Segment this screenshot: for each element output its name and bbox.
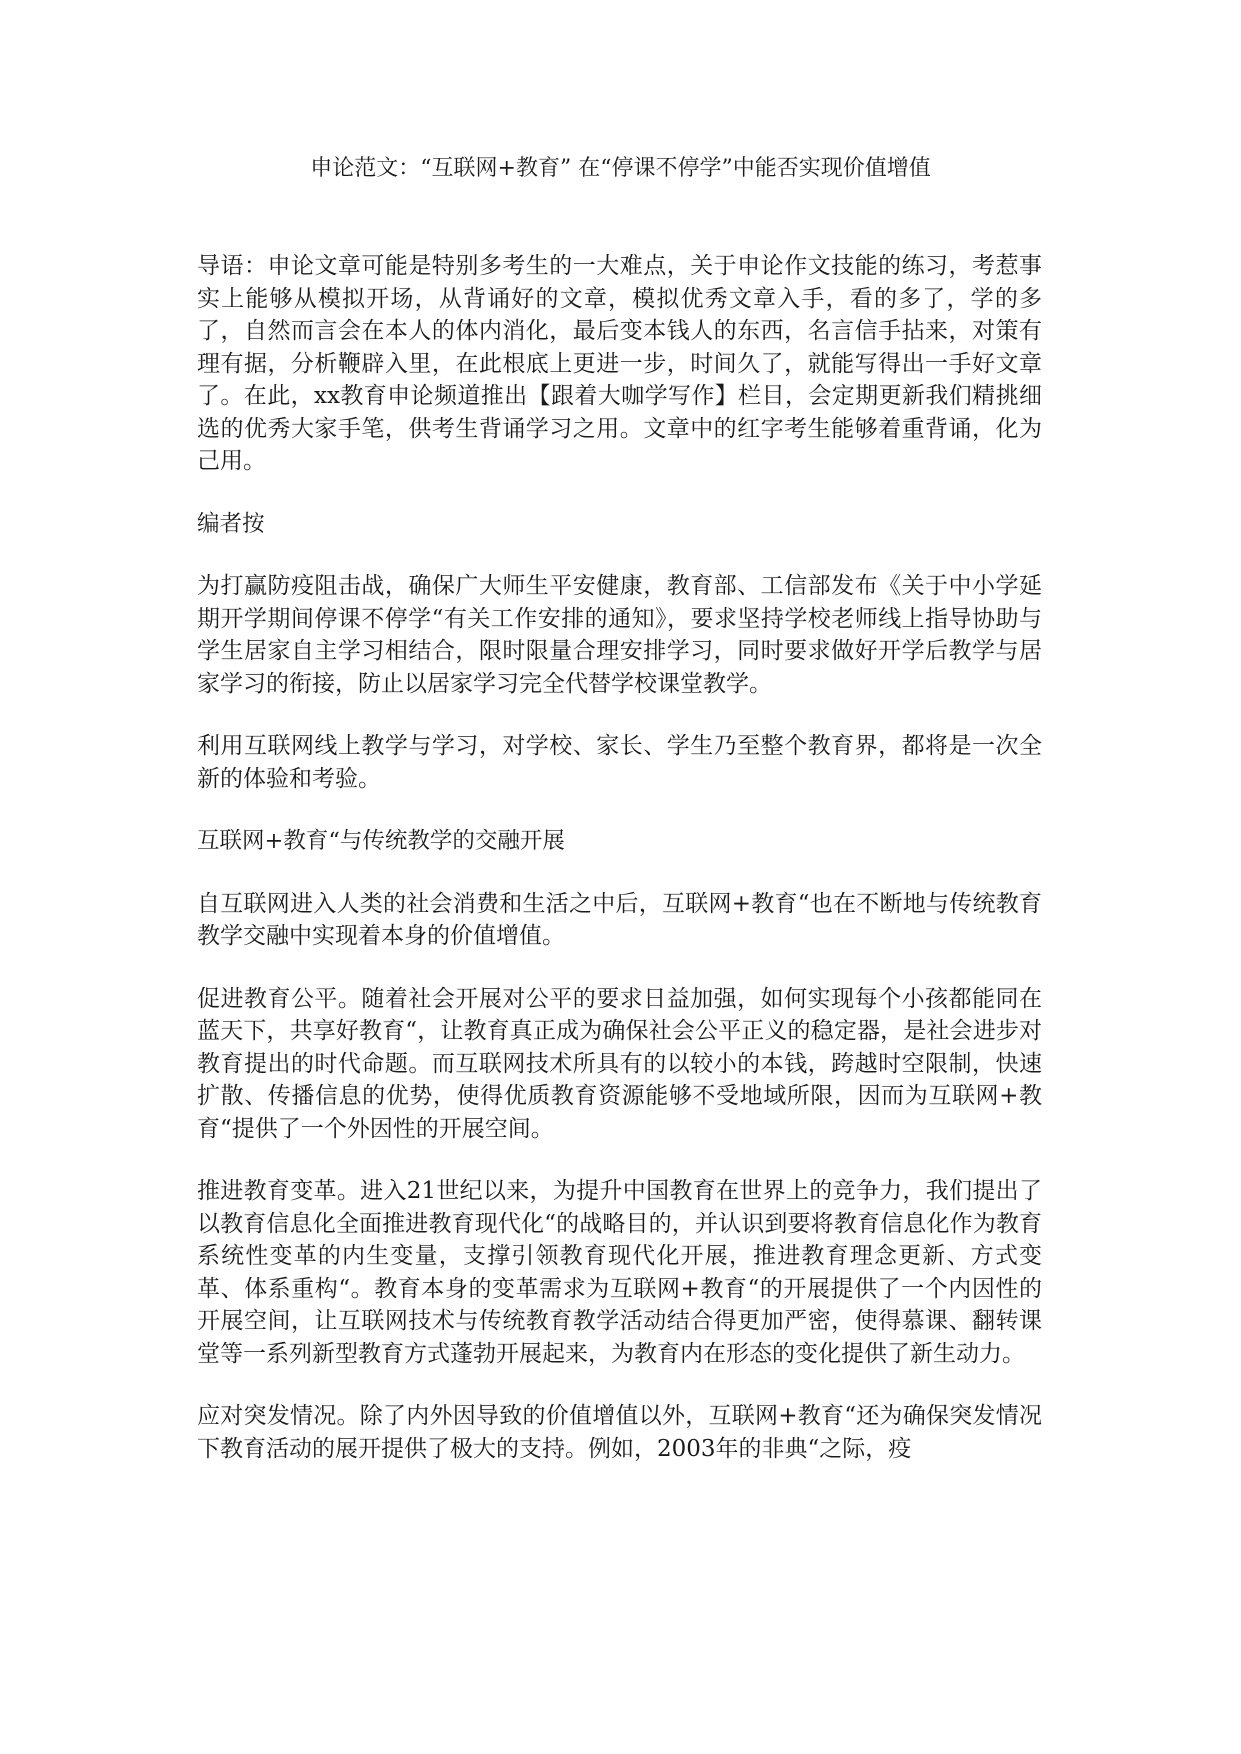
document-body xyxy=(197,250,1042,1495)
body-paragraph: 利用互联网线上教学与学习，对学校、家长、学生乃至整个教育界，都将是一次全新的体验和考验。 xyxy=(197,733,1042,792)
body-paragraph: 应对突发情况。除了内外因导致的价值增值以外，互联网+教育“还为确保突发情况下教育活动的展开提供了极大的支持。例如，2003年的非典“之际，疫 xyxy=(197,1403,1042,1462)
document-title: 申论范文：“互联网+教育” 在“停课不停学”中能否实现价值增值 xyxy=(310,156,931,181)
editor-note-heading: 编者按 xyxy=(197,510,265,537)
body-paragraph: 自互联网进入人类的社会消费和生活之中后，互联网+教育“也在不断地与传统教育教学交融中实现着本身的价值增值。 xyxy=(197,890,1042,949)
body-paragraph: 推进教育变革。进入21世纪以来，为提升中国教育在世界上的竞争力，我们提出了以教育信息化全面推进教育现代化“的战略目的，并认识到要将教育信息化作为教育系统性变革的内生变量，支撑引领教育现代化开展，推进教育理念更新、方式变革、体系重构“。教育本身的变革需求为互联网+教育“的开展提供了一个内因性的开展空间，让互联网技术与传统教育教学活动结合得更加严密，使得慕课、翻转课堂等一系列新型教育方式蓬勃开展起来，为教育内在形态的变化提供了新生动力。 xyxy=(197,1178,1042,1367)
section-heading: 互联网+教育“与传统教学的交融开展 xyxy=(197,828,565,854)
body-paragraph: 为打赢防疫阻击战，确保广大师生平安健康，教育部、工信部发布《关于中小学延期开学期间停课不停学“有关工作安排的通知》，要求坚持学校老师线上指导协助与学生居家自主学习相结合，限时限量合理安排学习，同时要求做好开学后教学与居家学习的衔接，防止以居家学习完全代替学校课堂教学。 xyxy=(197,573,1042,697)
body-paragraph: 促进教育公平。随着社会开展对公平的要求日益加强，如何实现每个小孩都能同在蓝天下，共享好教育“，让教育真正成为确保社会公平正义的稳定器，是社会进步对教育提出的时代命题。而互联网技术所具有的以较小的本钱，跨越时空限制，快速扩散、传播信息的优势，使得优质教育资源能够不受地域所限，因而为互联网+教育“提供了一个外因性的开展空间。 xyxy=(197,985,1042,1142)
intro-paragraph: 导语：申论文章可能是特别多考生的一大难点，关于申论作文技能的练习，考惹事实上能够从模拟开场，从背诵好的文章，模拟优秀文章入手，看的多了，学的多了，自然而言会在本人的体内消化，最后变本钱人的东西，名言信手拈来，对策有理有据，分析鞭辟入里，在此根底上更进一步，时间久了，就能写得出一手好文章了。在此，xx教育申论频道推出【跟着大咖学写作】栏目，会定期更新我们精挑细选的优秀大家手笔，供考生背诵学习之用。文章中的红字考生能够着重背诵，化为己用。 xyxy=(197,253,1042,474)
